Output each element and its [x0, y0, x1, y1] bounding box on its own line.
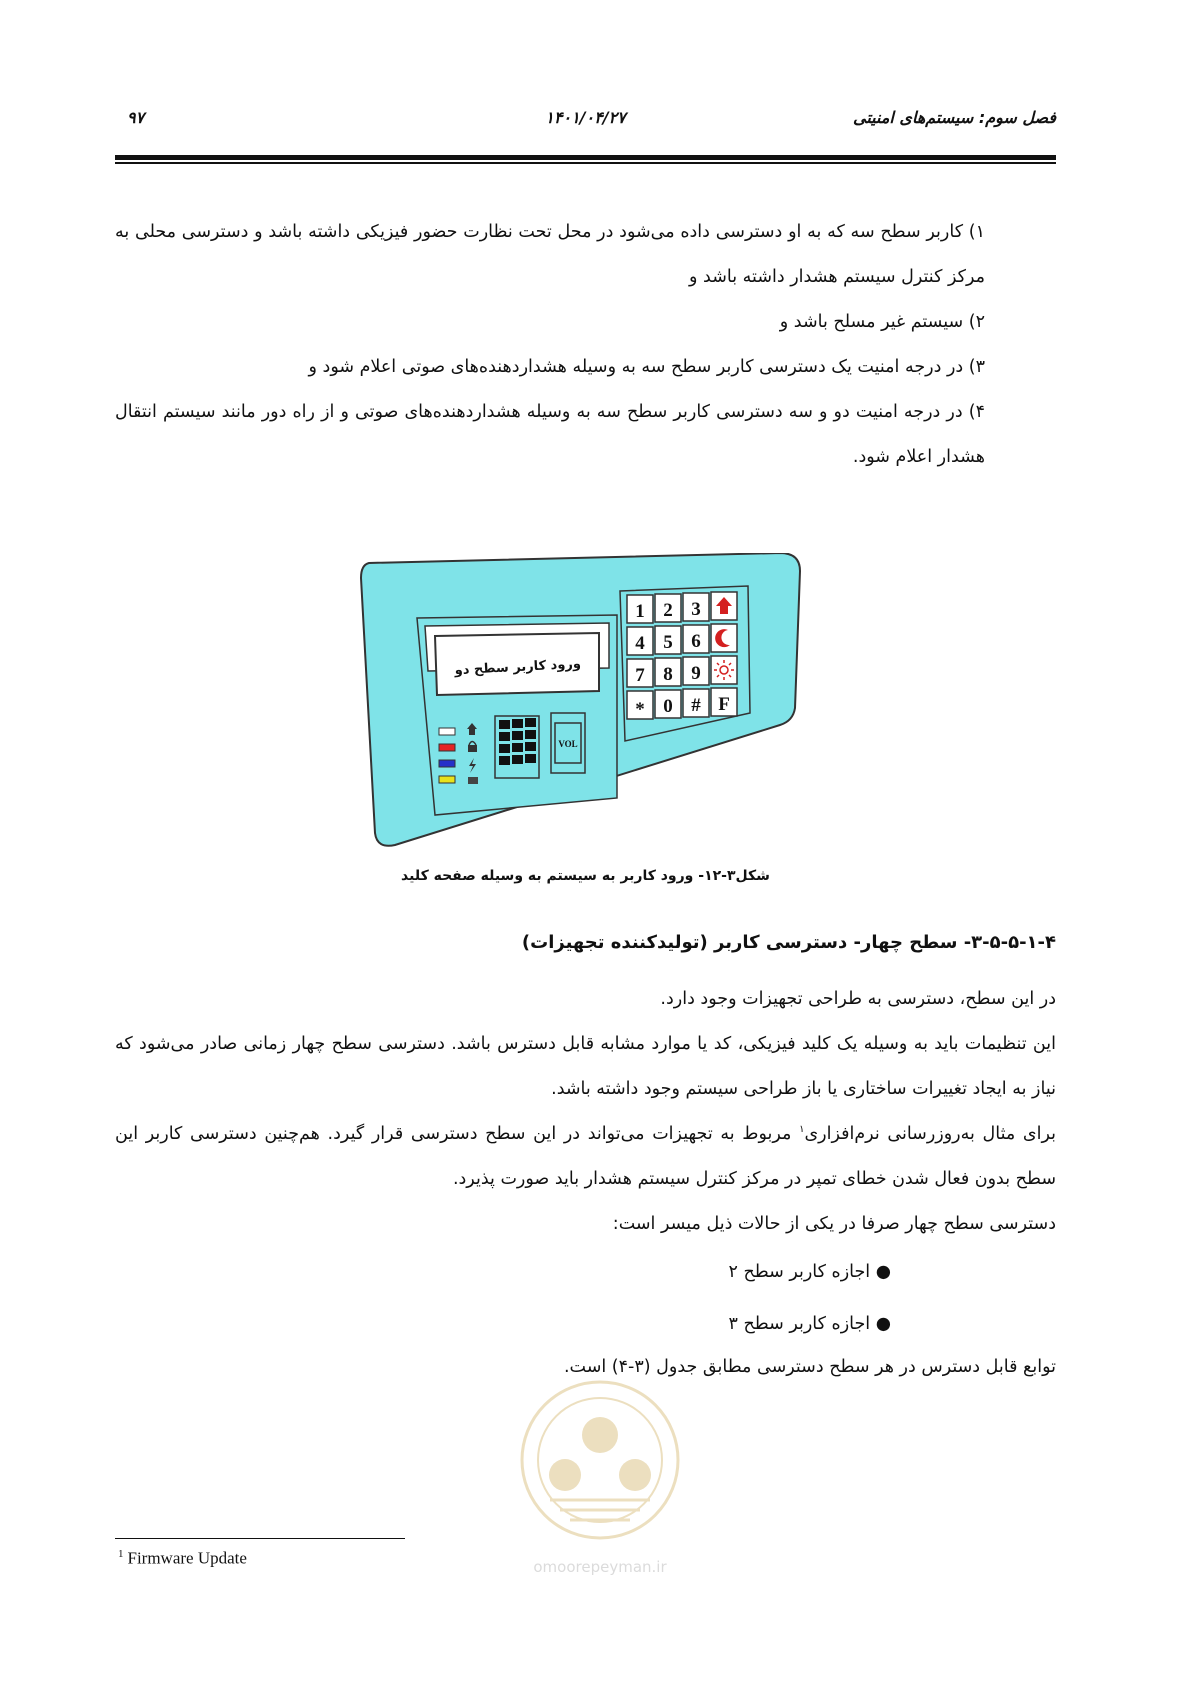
led-white	[439, 728, 455, 735]
list-item-1: ۱) کاربر سطح سه که به او دسترسی داده می‌شود در محل تحت نظارت حضور فیزیکی داشته باشد و دسترسی محلی به مرکز کنترل سیستم هشدار داشته باشد و	[115, 222, 985, 287]
battery-icon	[468, 777, 478, 784]
figure-caption: شکل۳-۱۲- ورود کاربر به سیستم به وسیله صفحه کلید	[401, 868, 770, 884]
page-number: ۹۷	[127, 108, 145, 127]
key-4: 4	[635, 633, 645, 654]
watermark-logo	[490, 1350, 710, 1580]
bullet-item: ● اجازه کاربر سطح ۳	[728, 1314, 891, 1334]
paragraph-5: توابع قابل دسترس در هر سطح دسترسی مطابق جدول (۳-۴) است.	[563, 1357, 1056, 1377]
list-item-2: ۲) سیستم غیر مسلح باشد و	[779, 312, 985, 332]
list-item-4: ۴) در درجه امنیت دو و سه دسترسی کاربر سطح سه به وسیله هشداردهنده‌های صوتی و از راه دور مانند سیستم انتقال هشدار اعلام شود.	[115, 402, 985, 467]
footnote	[118, 1548, 247, 1569]
key-7: 7	[635, 665, 645, 686]
paragraph-3-end: مربوط به تجهیزات می‌تواند در این سطح دسترسی قرار گیرد. هم‌چنین دسترسی کاربر این سطح بدون فعال شدن خطای تمپر در مرکز کنترل سیستم هشدار باید صورت پذیرد.	[115, 1124, 1056, 1189]
bullet-dot: ●	[870, 1262, 891, 1282]
key-8: 8	[663, 664, 673, 685]
footnote-separator	[115, 1538, 405, 1539]
led-blue	[439, 760, 455, 767]
key-hash: #	[691, 695, 701, 716]
footnote-ref: ۱	[799, 1124, 805, 1136]
key-6: 6	[691, 631, 701, 652]
chapter-title: فصل سوم: سیستم‌های امنیتی	[853, 108, 1056, 127]
paragraph-3	[115, 1112, 1056, 1202]
bullet-list	[728, 1246, 891, 1350]
list-item-3: ۳) در درجه امنیت یک دسترسی کاربر سطح سه به وسیله هشداردهنده‌های صوتی اعلام شود و	[308, 357, 985, 377]
key-3: 3	[691, 599, 701, 620]
paragraph-1: در این سطح، دسترسی به طراحی تجهیزات وجود دارد.	[660, 989, 1056, 1009]
lock-icon	[468, 745, 477, 752]
footnote-number: 1	[118, 1548, 124, 1560]
page-header	[115, 108, 1056, 138]
watermark-text: omoorepeyman.ir	[533, 1558, 667, 1576]
key-9: 9	[691, 663, 701, 684]
key-star: *	[635, 699, 645, 720]
key-2: 2	[663, 600, 673, 621]
section-title: ۳-۵-۵-۱-۴- سطح چهار- دسترسی کاربر (تولیدکننده تجهیزات)	[521, 932, 1056, 953]
header-rule-thin	[115, 162, 1056, 164]
header-rule-thick	[115, 155, 1056, 160]
led-red	[439, 744, 455, 751]
key-5: 5	[663, 632, 673, 653]
key-0: 0	[663, 696, 673, 717]
led-yellow	[439, 776, 455, 783]
key-f: F	[718, 694, 730, 715]
keypad-figure	[355, 553, 815, 853]
bullet-item: ● اجازه کاربر سطح ۲	[728, 1262, 891, 1282]
paragraph-4: دسترسی سطح چهار صرفا در یکی از حالات ذیل میسر است:	[612, 1214, 1056, 1234]
key-1: 1	[635, 601, 645, 622]
vol-label: VOL	[558, 739, 578, 749]
header-date: ۱۴۰۱/۰۴/۲۷	[545, 108, 626, 127]
paragraph-3-start: برای مثال به‌روزرسانی نرم‌افزاری	[804, 1124, 1056, 1144]
footnote-text: Firmware Update	[127, 1548, 247, 1568]
paragraph-2: این تنظیمات باید به وسیله یک کلید فیزیکی، کد یا موارد مشابه قابل دسترس باشد. دسترسی سطح چهار زمانی صادر می‌شود که نیاز به ایجاد تغییرات ساختاری یا باز طراحی سیستم وجود داشته باشد.	[115, 1034, 1056, 1099]
bullet-dot: ●	[870, 1314, 891, 1334]
lcd-text: ورود کاربر سطح دو	[454, 656, 582, 679]
